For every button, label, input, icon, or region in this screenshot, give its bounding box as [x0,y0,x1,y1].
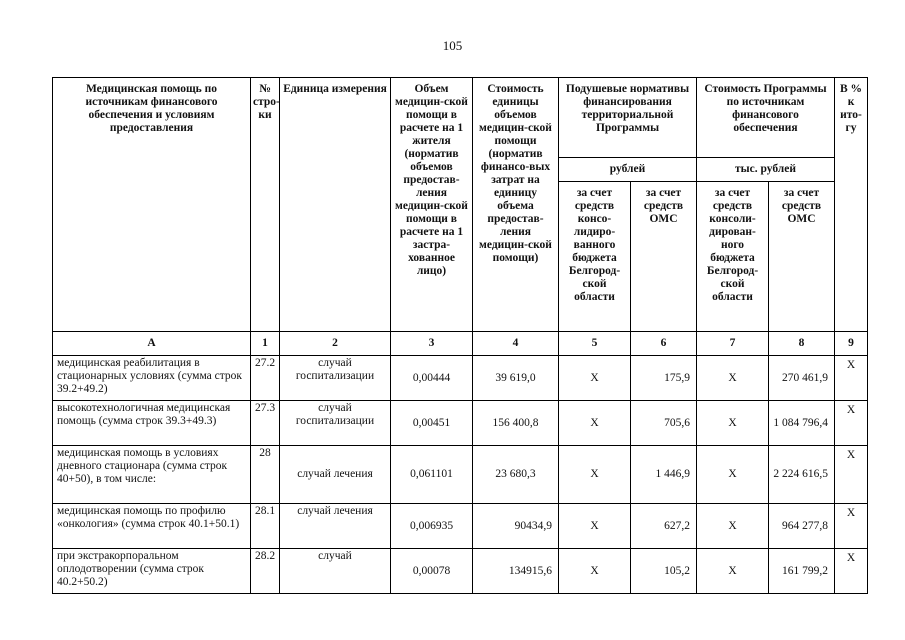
header-row-number: № стро-ки [251,78,280,332]
index-cell: 2 [280,332,391,356]
header-medical-care: Медицинская помощь по источникам финансового обеспечения и условиям предоставления [53,78,251,332]
row-volume: 0,00078 [391,549,473,594]
index-cell: 5 [559,332,631,356]
row-percent: X [835,504,868,549]
row-cost: 134915,6 [473,549,559,594]
row-budget-total: X [697,356,769,401]
financing-table [52,77,868,594]
row-oms-total: 161 799,2 [769,549,835,594]
row-oms-per-capita: 105,2 [631,549,697,594]
row-oms-per-capita: 705,6 [631,401,697,446]
row-unit: случай [280,549,391,594]
table-row [53,356,868,401]
header-budget-per-capita: за счет средств консо-лидиро-ванного бюджета Белгород-ской области [559,182,631,332]
row-budget-total: X [697,504,769,549]
row-budget-per-capita: X [559,401,631,446]
row-oms-total: 270 461,9 [769,356,835,401]
row-budget-per-capita: X [559,356,631,401]
header-thousand-rubles-unit: тыс. рублей [697,158,835,182]
row-unit: случай лечения [280,446,391,504]
table-row [53,401,868,446]
table-row [53,446,868,504]
index-cell: 8 [769,332,835,356]
row-name: медицинская помощь по профилю «онкология» (сумма строк 40.1+50.1) [53,504,251,549]
row-cost: 39 619,0 [473,356,559,401]
row-percent: X [835,549,868,594]
row-volume: 0,006935 [391,504,473,549]
row-name: медицинская реабилитация в стационарных условиях (сумма строк 39.2+49.2) [53,356,251,401]
header-budget-total: за счет средств консоли-дирован-ного бюджета Белгород-ской области [697,182,769,332]
index-cell: 6 [631,332,697,356]
row-unit: случай лечения [280,504,391,549]
row-oms-total: 964 277,8 [769,504,835,549]
page-number: 105 [442,38,463,53]
header-oms-total: за счет средств ОМС [769,182,835,332]
row-number: 27.2 [251,356,280,401]
index-cell: 9 [835,332,868,356]
header-program-cost: Стоимость Программы по источникам финансового обеспечения [697,78,835,158]
row-number: 27.3 [251,401,280,446]
row-budget-per-capita: X [559,504,631,549]
row-budget-total: X [697,549,769,594]
row-oms-per-capita: 175,9 [631,356,697,401]
row-oms-total: 2 224 616,5 [769,446,835,504]
table-row [53,504,868,549]
row-name: медицинская помощь в условиях дневного стационара (сумма строк 40+50), в том числе: [53,446,251,504]
row-budget-total: X [697,401,769,446]
index-cell: 7 [697,332,769,356]
table-row [53,549,868,594]
row-number: 28.2 [251,549,280,594]
row-budget-total: X [697,446,769,504]
index-cell: 1 [251,332,280,356]
row-cost: 23 680,3 [473,446,559,504]
row-unit: случай госпитализации [280,401,391,446]
row-oms-per-capita: 1 446,9 [631,446,697,504]
row-name: высокотехнологичная медицинская помощь (сумма строк 39.3+49.3) [53,401,251,446]
row-cost: 156 400,8 [473,401,559,446]
header-per-capita-norms: Подушевые нормативы финансирования территориальной Программы [559,78,697,158]
row-percent: X [835,401,868,446]
row-oms-per-capita: 627,2 [631,504,697,549]
header-rubles-unit: рублей [559,158,697,182]
index-cell: А [53,332,251,356]
header-percent: В % к ито-гу [835,78,868,332]
column-index-row [53,332,868,356]
row-percent: X [835,446,868,504]
row-volume: 0,00444 [391,356,473,401]
row-volume: 0,00451 [391,401,473,446]
row-name: при экстракорпоральном оплодотворении (сумма строк 40.2+50.2) [53,549,251,594]
header-oms-per-capita: за счет средств ОМС [631,182,697,332]
header-unit: Единица измерения [280,78,391,332]
header-unit-cost: Стоимость единицы объемов медицин-ской помощи (норматив финансо-вых затрат на единицу объема предостав-ления медицин-ской помощи) [473,78,559,332]
row-unit: случай госпитализации [280,356,391,401]
row-volume: 0,061101 [391,446,473,504]
row-cost: 90434,9 [473,504,559,549]
row-budget-per-capita: X [559,549,631,594]
row-number: 28 [251,446,280,504]
header-volume: Объем медицин-ской помощи в расчете на 1 жителя (норматив объемов предостав-ления медицин-ской помощи в расчете на 1 застра-хованное лицо) [391,78,473,332]
row-oms-total: 1 084 796,4 [769,401,835,446]
index-cell: 3 [391,332,473,356]
row-budget-per-capita: X [559,446,631,504]
index-cell: 4 [473,332,559,356]
row-number: 28.1 [251,504,280,549]
row-percent: X [835,356,868,401]
